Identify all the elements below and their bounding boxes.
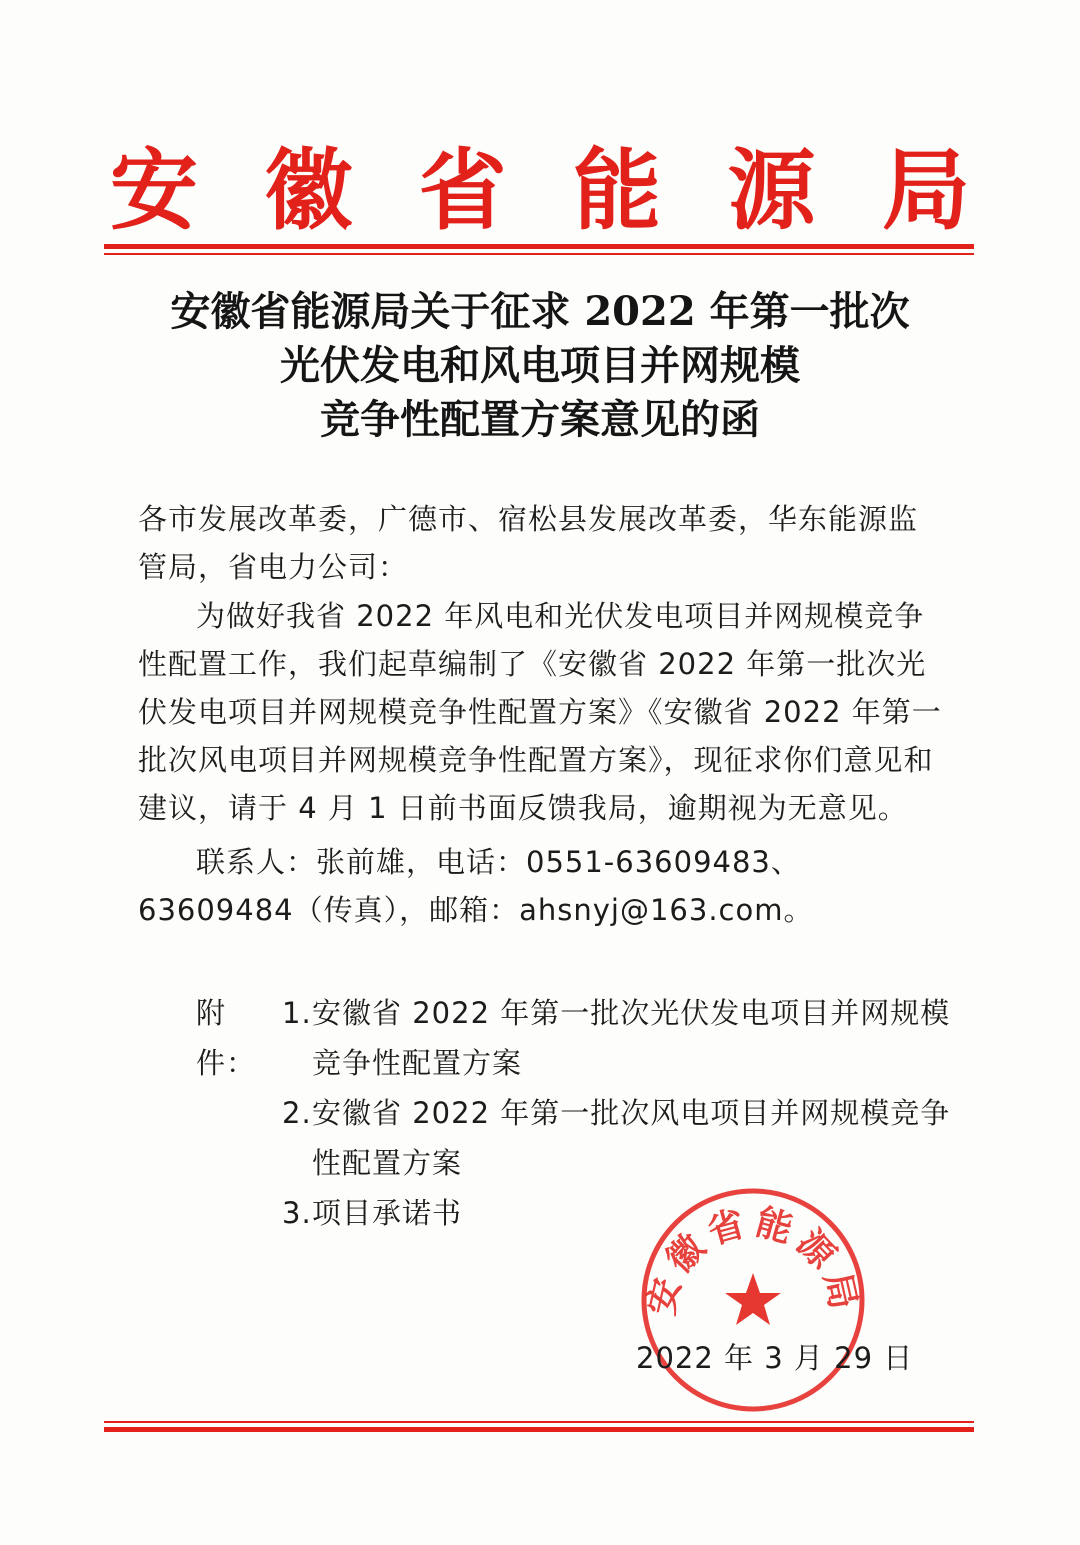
star-icon: [725, 1273, 781, 1325]
attachment-number: 2.: [282, 1096, 312, 1130]
footer-divider-thin: [104, 1421, 974, 1423]
title-line-2: 光伏发电和风电项目并网规模: [280, 342, 800, 389]
attachments-label: 附件：: [196, 996, 257, 1080]
seal-text: 安徽省能源局: [640, 1200, 866, 1319]
document-title: [80, 285, 1000, 447]
title-line-3: 竞争性配置方案意见的函: [320, 396, 760, 443]
header-char: 省: [418, 138, 507, 242]
addressee: 各市发展改革委，广德市、宿松县发展改革委，华东能源监管局，省电力公司：: [138, 502, 919, 584]
document-date: 2022 年 3 月 29 日: [636, 1341, 914, 1375]
title-line-1: 安徽省能源局关于征求 2022 年第一批次: [170, 288, 910, 335]
header-divider-thick: [104, 244, 974, 249]
attachment-number: 1.: [282, 996, 312, 1030]
attachment-item: [282, 1088, 956, 1188]
footer-divider-thick: [104, 1427, 974, 1432]
attachment-title: 项目承诺书: [312, 1196, 463, 1230]
attachment-item: [282, 988, 956, 1088]
attachment-title: 安徽省 2022 年第一批次风电项目并网规模竞争性配置方案: [312, 1096, 951, 1180]
header-char: 徽: [264, 138, 353, 242]
issuing-authority-header: [110, 140, 970, 240]
header-divider-thin: [104, 253, 974, 255]
header-char: 能: [573, 138, 662, 242]
body-paragraph: 为做好我省 2022 年风电和光伏发电项目并网规模竞争性配置工作，我们起草编制了《安徽省 2022 年第一批次光伏发电项目并网规模竞争性配置方案》《安徽省 2022 年第一批次风电项目并网规模竞争性配置方案》，现征求你们意见和建议，请于 4 月 1 日前书面反馈我局，逾期视为无意见。: [138, 599, 942, 825]
header-char: 源: [727, 138, 816, 242]
attachment-number: 3.: [282, 1196, 312, 1230]
header-char: 局: [881, 138, 970, 242]
contact-info: 联系人：张前雄，电话：0551-63609483、63609484（传真），邮箱：ahsnyj@163.com。: [138, 845, 814, 927]
official-seal: [638, 1185, 868, 1415]
attachment-title: 安徽省 2022 年第一批次光伏发电项目并网规模竞争性配置方案: [312, 996, 951, 1080]
header-char: 安: [110, 138, 199, 242]
